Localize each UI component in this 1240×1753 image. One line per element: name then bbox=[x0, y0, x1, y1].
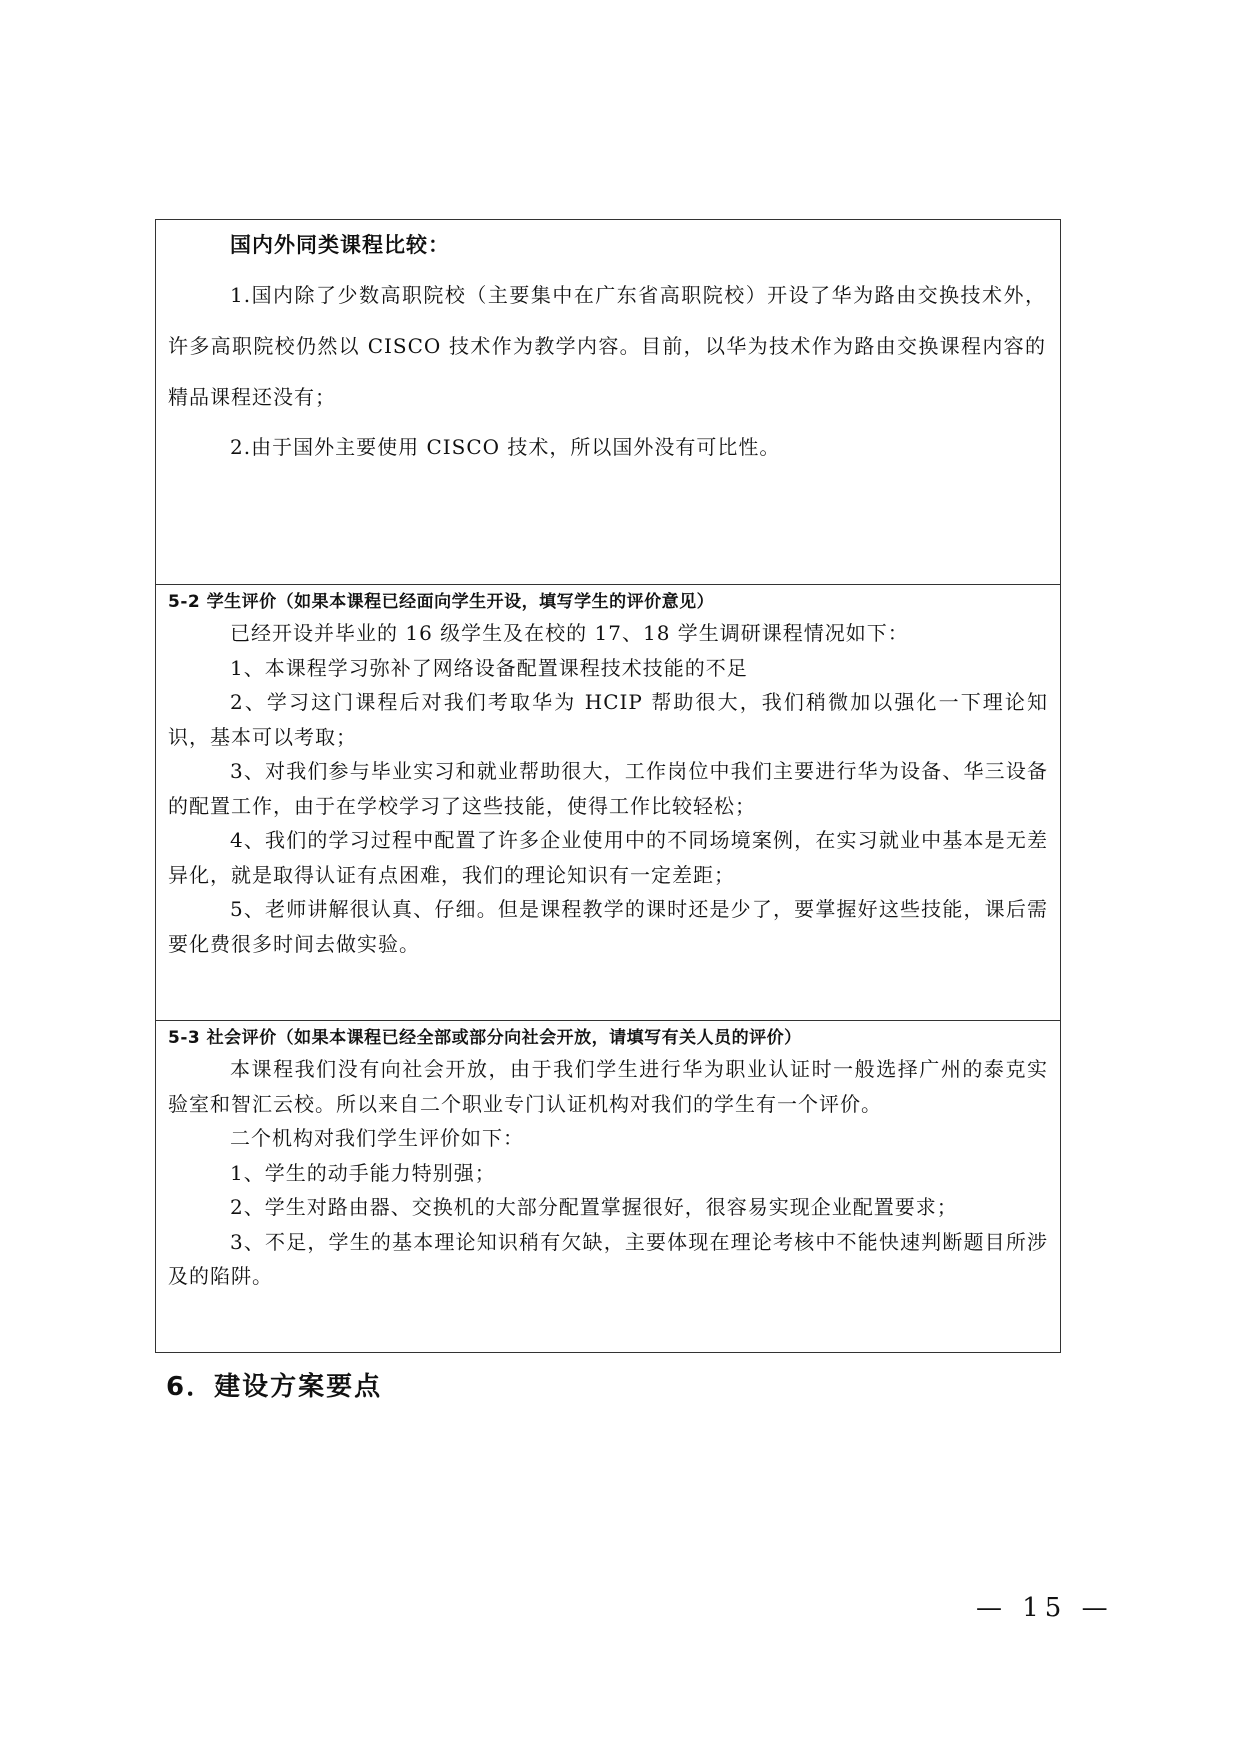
student-evaluation-paragraph: 4、我们的学习过程中配置了许多企业使用中的不同场境案例，在实习就业中基本是无差异化，就是取得认证有点困难，我们的理论知识有一定差距； bbox=[168, 828, 1048, 887]
social-evaluation-paragraph: 1、学生的动手能力特别强； bbox=[230, 1160, 496, 1185]
section-six-heading: 6．建设方案要点 bbox=[166, 1372, 383, 1402]
page-number: — 15 — bbox=[976, 1593, 1114, 1623]
comparison-paragraph: 1.国内除了少数高职院校（主要集中在广东省高职院校）开设了华为路由交换技术外，许多高职院校仍然以 CISCO 技术作为教学内容。目前，以华为技术作为路由交换课程内容的精品课程还没有； bbox=[168, 283, 1046, 409]
comparison-paragraph: 2.由于国外主要使用 CISCO 技术，所以国外没有可比性。 bbox=[230, 435, 781, 459]
social-evaluation-paragraph: 3、不足，学生的基本理论知识稍有欠缺，主要体现在理论考核中不能快速判断题目所涉及的陷阱。 bbox=[168, 1229, 1048, 1288]
social-evaluation-paragraph: 2、学生对路由器、交换机的大部分配置掌握很好，很容易实现企业配置要求； bbox=[230, 1195, 958, 1219]
social-evaluation-heading: 5-3 社会评价（如果本课程已经全部或部分向社会开放，请填写有关人员的评价） bbox=[168, 1028, 802, 1048]
student-evaluation-cell bbox=[156, 585, 1060, 1021]
student-evaluation-paragraph: 5、老师讲解很认真、仔细。但是课程教学的课时还是少了，要掌握好这些技能，课后需要化费很多时间去做实验。 bbox=[168, 897, 1048, 956]
social-evaluation-paragraph: 本课程我们没有向社会开放，由于我们学生进行华为职业认证时一般选择广州的泰克实验室和智汇云校。所以来自二个职业专门认证机构对我们的学生有一个评价。 bbox=[168, 1057, 1048, 1116]
evaluation-table bbox=[155, 219, 1061, 1353]
social-evaluation-cell bbox=[156, 1021, 1060, 1352]
comparison-heading: 国内外同类课程比较： bbox=[230, 233, 450, 257]
social-evaluation-paragraph: 二个机构对我们学生评价如下： bbox=[230, 1126, 524, 1150]
student-evaluation-paragraph: 已经开设并毕业的 16 级学生及在校的 17、18 学生调研课程情况如下： bbox=[230, 621, 909, 645]
student-evaluation-paragraph: 2、学习这门课程后对我们考取华为 HCIP 帮助很大，我们稍微加以强化一下理论知识，基本可以考取； bbox=[168, 690, 1048, 749]
student-evaluation-heading: 5-2 学生评价（如果本课程已经面向学生开设，填写学生的评价意见） bbox=[168, 592, 715, 612]
student-evaluation-paragraph: 3、对我们参与毕业实习和就业帮助很大，工作岗位中我们主要进行华为设备、华三设备的配置工作，由于在学校学习了这些技能，使得工作比较轻松； bbox=[168, 759, 1048, 818]
student-evaluation-paragraph: 1、本课程学习弥补了网络设备配置课程技术技能的不足 bbox=[230, 655, 748, 680]
comparison-cell bbox=[156, 220, 1060, 585]
